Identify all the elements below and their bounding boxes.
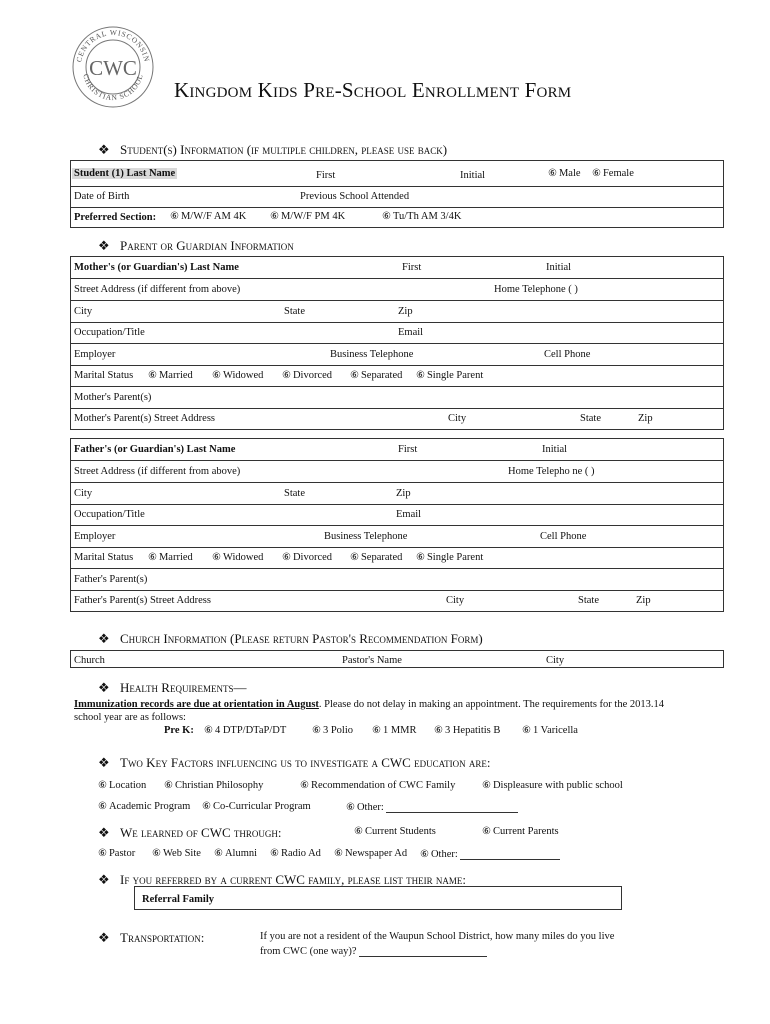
father-state-label: State [284,488,305,499]
mother-home-tel-label: Home Telephone ( ) [494,284,578,295]
father-married-option[interactable]: ⑥ Married [148,552,193,563]
logo-monogram: CWC [89,56,137,80]
father-city-label: City [74,488,93,499]
mothers-parents-zip-label: Zip [638,413,653,424]
father-single-option[interactable]: ⑥ Single Parent [416,552,484,563]
factor-displeasure-option[interactable]: ⑥ Displeasure with public school [482,780,623,791]
transport-heading: ❖ Transportation: [98,930,205,945]
logo-ring-bottom: CHRISTIAN SCHOOL [81,72,145,103]
learned-students-option[interactable]: ⑥ Current Students [354,826,436,837]
fathers-parents-label: Father's Parent(s) [74,574,148,585]
mother-employer-label: Employer [74,349,116,360]
factor-recommendation-option[interactable]: ⑥ Recommendation of CWC Family [300,780,456,791]
father-home-tel-label: Home Telepho ne ( ) [508,466,595,477]
mothers-parents-city-label: City [448,413,467,424]
mothers-parents-label: Mother's Parent(s) [74,392,152,403]
transport-question-line2: from CWC (one way)? [260,945,487,957]
father-email-label: Email [396,509,422,520]
prev-school-label: Previous School Attended [300,191,410,202]
mother-widowed-option[interactable]: ⑥ Widowed [212,370,264,381]
factor-location-option[interactable]: ⑥ Location [98,780,147,791]
father-initial-label: Initial [542,444,568,455]
learned-other-option[interactable]: ⑥ Other: [420,848,560,860]
mother-single-option[interactable]: ⑥ Single Parent [416,370,484,381]
mother-first-label: First [402,262,422,273]
dob-label: Date of Birth [74,191,130,202]
factor-cocurricular-option[interactable]: ⑥ Co-Curricular Program [202,801,311,812]
fathers-parents-city-label: City [446,595,465,606]
student-initial-label: Initial [460,170,486,181]
mother-last-name-label: Mother's (or Guardian's) Last Name [74,262,239,273]
vaccine-polio-option[interactable]: ⑥ 3 Polio [312,725,354,736]
transport-question-line1: If you are not a resident of the Waupun School District, how many miles do you live [260,931,615,942]
father-last-name-label: Father's (or Guardian's) Last Name [74,444,236,455]
mother-marital-label: Marital Status [74,370,134,381]
bullet-icon: ❖ [98,142,110,157]
father-street-label: Street Address (if different from above) [74,466,241,477]
mother-city-label: City [74,306,93,317]
mother-bus-tel-label: Business Telephone [330,349,414,360]
pastor-label: Pastor's Name [342,655,402,666]
father-cell-label: Cell Phone [540,531,587,542]
mothers-parents-state-label: State [580,413,601,424]
school-year-note: school year are as follows: [74,712,186,723]
father-bus-tel-label: Business Telephone [324,531,408,542]
male-option[interactable]: ⑥ Male [548,168,581,179]
church-heading: ❖ Church Information (Please return Pastor's Recommendation Form) [98,631,483,646]
mother-occupation-label: Occupation/Title [74,327,145,338]
vaccine-dtp-option[interactable]: ⑥ 4 DTP/DTaP/DT [204,725,287,736]
learned-other-field[interactable] [460,848,560,860]
factor-other-option[interactable]: ⑥ Other: [346,801,518,813]
preferred-section-label: Preferred Section: [74,212,157,223]
parent-heading: ❖ Parent or Guardian Information [98,238,294,253]
learned-pastor-option[interactable]: ⑥ Pastor [98,848,136,859]
factor-philosophy-option[interactable]: ⑥ Christian Philosophy [164,780,264,791]
section-tuth-option[interactable]: ⑥ Tu/Th AM 3/4K [382,211,462,222]
referral-family-label: Referral Family [142,894,215,905]
church-label: Church [74,655,105,666]
father-widowed-option[interactable]: ⑥ Widowed [212,552,264,563]
mother-married-option[interactable]: ⑥ Married [148,370,193,381]
factor-other-field[interactable] [386,801,518,813]
church-city-label: City [546,655,565,666]
mother-zip-label: Zip [398,306,413,317]
learned-heading: ❖ We learned of CWC through: [98,825,282,840]
learned-radio-option[interactable]: ⑥ Radio Ad [270,848,321,859]
mother-email-label: Email [398,327,424,338]
miles-field[interactable] [359,945,487,957]
mother-street-label: Street Address (if different from above) [74,284,241,295]
vaccine-varicella-option[interactable]: ⑥ 1 Varicella [522,725,578,736]
vaccine-mmr-option[interactable]: ⑥ 1 MMR [372,725,417,736]
logo-ring-top: CENTRAL WISCONSIN [74,27,152,64]
learned-alumni-option[interactable]: ⑥ Alumni [214,848,258,859]
mothers-parents-addr-label: Mother's Parent(s) Street Address [74,413,215,424]
fathers-parents-addr-label: Father's Parent(s) Street Address [74,595,211,606]
factor-academic-option[interactable]: ⑥ Academic Program [98,801,191,812]
learned-newspaper-option[interactable]: ⑥ Newspaper Ad [334,848,408,859]
mother-cell-label: Cell Phone [544,349,591,360]
female-option[interactable]: ⑥ Female [592,168,634,179]
checkbox-icon: ⑥ [592,168,601,179]
section-mwf-am-option[interactable]: ⑥ M/W/F AM 4K [170,211,247,222]
father-first-label: First [398,444,418,455]
father-separated-option[interactable]: ⑥ Separated [350,552,403,563]
learned-website-option[interactable]: ⑥ Web Site [152,848,201,859]
checkbox-icon: ⑥ [548,168,557,179]
learned-parents-option[interactable]: ⑥ Current Parents [482,826,559,837]
father-marital-label: Marital Status [74,552,134,563]
immunization-note: Immunization records are due at orientation in August. Please do not delay in making an appointment. The requirements for the 2013.14 [74,699,664,710]
student-last-name-label: Student (1) Last Name [74,168,176,179]
referred-heading: ❖ If you referred by a current CWC family, please list their name: [98,872,466,887]
student-heading: ❖ Student(s) Information (if multiple children, please use back) [98,142,448,157]
mother-initial-label: Initial [546,262,572,273]
factors-heading: ❖ Two Key Factors influencing us to investigate a CWC education are: [98,755,491,770]
section-mwf-pm-option[interactable]: ⑥ M/W/F PM 4K [270,211,346,222]
father-occupation-label: Occupation/Title [74,509,145,520]
mother-state-label: State [284,306,305,317]
prek-label: Pre K: [164,725,194,736]
father-employer-label: Employer [74,531,116,542]
school-logo [72,26,154,108]
mother-separated-option[interactable]: ⑥ Separated [350,370,403,381]
fathers-parents-zip-label: Zip [636,595,651,606]
form-title: Kingdom Kids Pre-School Enrollment Form [174,78,572,102]
student-first-label: First [316,170,336,181]
mother-divorced-option[interactable]: ⑥ Divorced [282,370,333,381]
health-heading: ❖ Health Requirements— [98,680,247,695]
vaccine-hepb-option[interactable]: ⑥ 3 Hepatitis B [434,725,501,736]
fathers-parents-state-label: State [578,595,599,606]
father-zip-label: Zip [396,488,411,499]
father-divorced-option[interactable]: ⑥ Divorced [282,552,333,563]
